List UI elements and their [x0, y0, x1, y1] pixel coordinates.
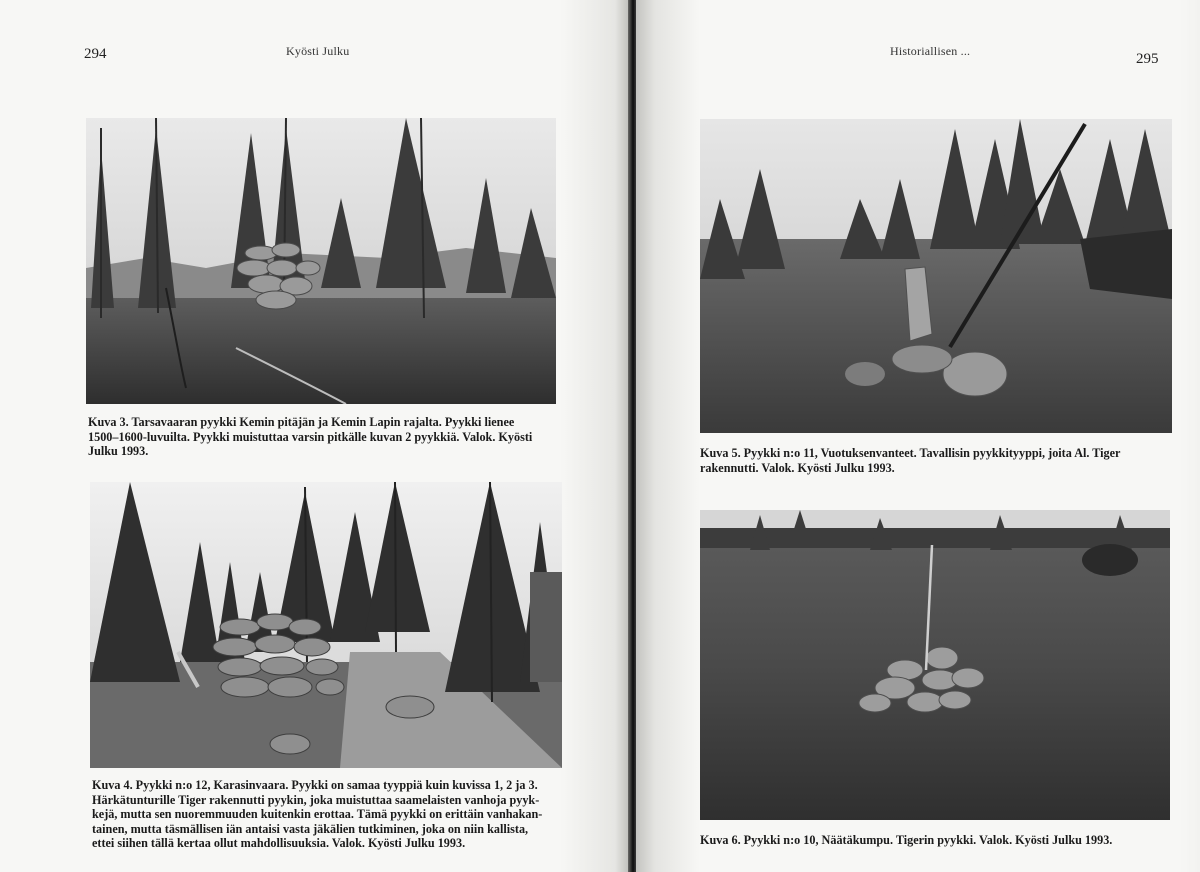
left-running-head: Kyösti Julku [286, 44, 350, 58]
caption-line: ettei siihen tällä kertaa ollut mahdollisuuksia. Valok. Kyösti Julku 1993. [92, 836, 466, 851]
right-page-number: 295 [1136, 51, 1159, 67]
photo-kuva-6 [700, 510, 1170, 820]
caption-kuva-4 [92, 778, 566, 851]
caption-line: kejä, mutta sen nuoremmuuden kuitenkin erottaa. Tämä pyykki on erittäin vanhakan- [92, 807, 543, 822]
caption-line: Kuva 4. Pyykki n:o 12, Karasinvaara. Pyykki on samaa tyyppiä kuin kuvissa 1, 2 ja 3. [92, 778, 538, 792]
caption-line: Kuva 6. Pyykki n:o 10, Näätäkumpu. Tigerin pyykki. Valok. Kyösti Julku 1993. [700, 833, 1113, 847]
caption-line: Kuva 3. Tarsavaaran pyykki Kemin pitäjän ja Kemin Lapin rajalta. Pyykki lienee [88, 415, 515, 429]
left-page-number: 294 [84, 46, 107, 62]
caption-line: tainen, mutta täsmällisen iän antaisi vasta jäkälien tutkiminen, joka on niin kallista, [92, 821, 529, 836]
photo-kuva-5 [700, 119, 1172, 433]
photo-kuva-3 [86, 118, 556, 404]
caption-line: rakennutti. Valok. Kyösti Julku 1993. [700, 460, 895, 475]
caption-kuva-5 [700, 446, 1172, 475]
caption-line: Julku 1993. [88, 444, 149, 459]
right-page [636, 0, 1200, 872]
photo-kuva-4 [90, 482, 562, 768]
caption-line: Kuva 5. Pyykki n:o 11, Vuotuksenvanteet. Tavallisin pyykkityyppi, joita Al. Tiger [700, 446, 1121, 460]
right-running-head: Historiallisen ... [890, 44, 971, 58]
caption-kuva-3 [88, 415, 558, 459]
caption-kuva-6 [700, 833, 1172, 848]
caption-line: Härkätunturille Tiger rakennutti pyykin, joka muistuttaa saamelaisten vanhoja pyyk- [92, 792, 540, 807]
caption-line: 1500–1600-luvuilta. Pyykki muistuttaa varsin pitkälle kuvan 2 pyykkiä. Valok. Kyösti [88, 429, 533, 444]
